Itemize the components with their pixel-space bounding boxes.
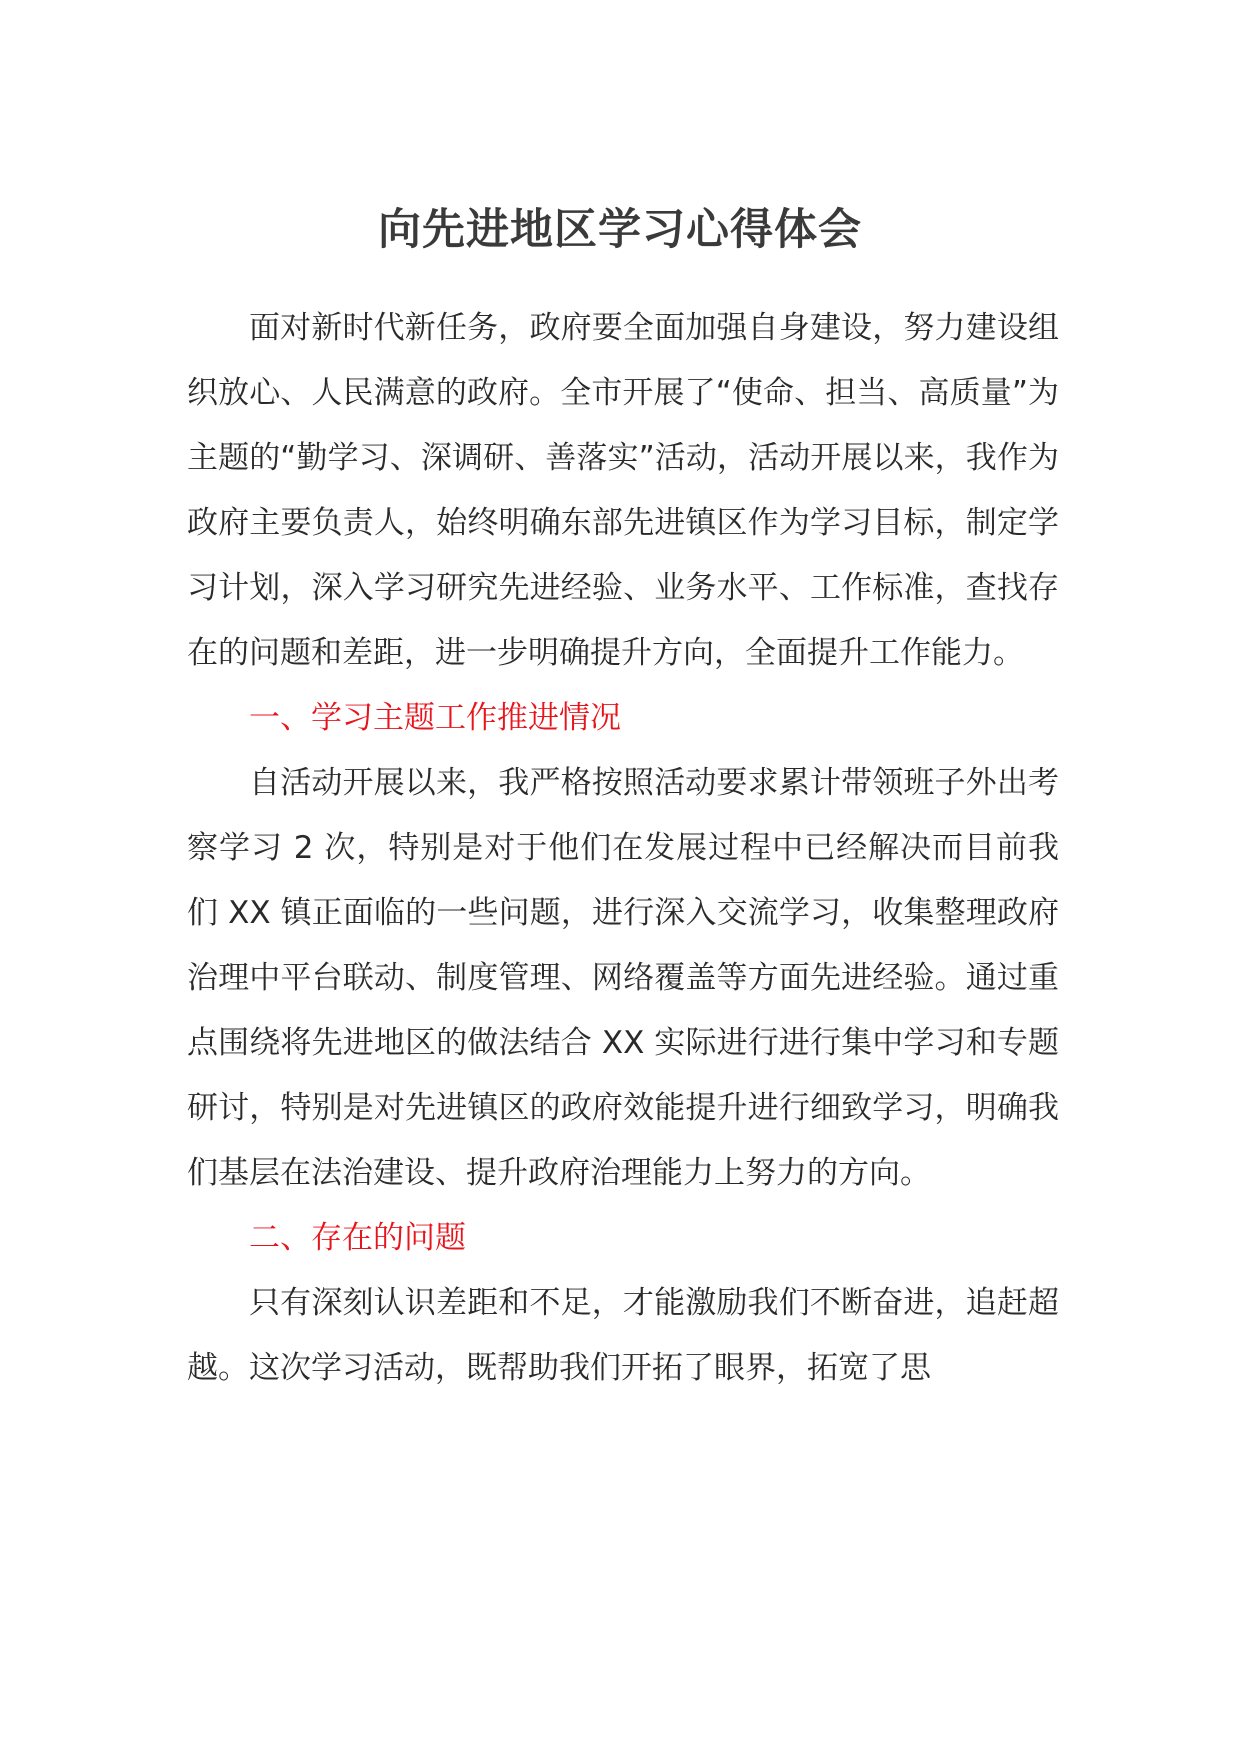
paragraph-intro: 面对新时代新任务，政府要全面加强自身建设，努力建设组织放心、人民满意的政府。全市开展了“使命、担当、高质量”为主题的“勤学习、深调研、善落实”活动，活动开展以来，我作为政府主要负责人，始终明确东部先进镇区作为学习目标，制定学习计划，深入学习研究先进经验、业务水平、工作标准，查找存在的问题和差距，进一步明确提升方向，全面提升工作能力。 xyxy=(187,310,1059,671)
section-heading-2: 二、存在的问题 xyxy=(249,1220,466,1256)
paragraph-section-1: 自活动开展以来，我严格按照活动要求累计带领班子外出考察学习 2 次，特别是对于他们在发展过程中已经解决而目前我们 XX 镇正面临的一些问题，进行深入交流学习，收集整理政府治理中平台联动、制度管理、网络覆盖等方面先进经验。通过重点围绕将先进地区的做法结合 XX 实际进行进行集中学习和专题研讨，特别是对先进镇区的政府效能提升进行细致学习，明确我们基层在法治建设、提升政府治理能力上努力的方向。 xyxy=(187,765,1059,1191)
paragraph-section-2: 只有深刻认识差距和不足，才能激励我们不断奋进，追赶超越。这次学习活动，既帮助我们开拓了眼界，拓宽了思 xyxy=(187,1285,1059,1386)
document-body xyxy=(187,296,1059,1401)
section-heading-1: 一、学习主题工作推进情况 xyxy=(249,700,621,736)
document-title: 向先进地区学习心得体会 xyxy=(378,205,862,255)
